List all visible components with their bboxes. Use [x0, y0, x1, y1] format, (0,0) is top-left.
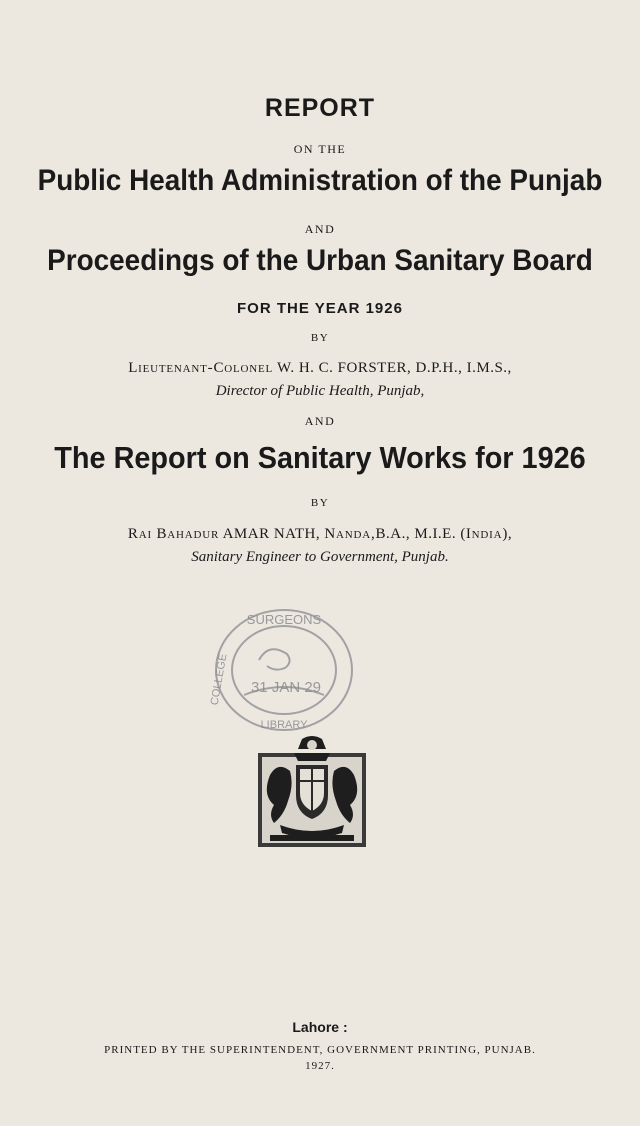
library-stamp-icon [204, 600, 364, 740]
author-1-name: W. H. C. FORSTER, D.P.H., I.M.S., [277, 360, 512, 376]
author-1-rank: Lieutenant-Colonel [128, 360, 274, 376]
stamp-side-text: COLLEGE [208, 652, 230, 707]
imprint-place: Lahore : [292, 1019, 348, 1035]
royal-coat-of-arms-icon [256, 735, 368, 847]
author-2-title: Rai Bahadur [127, 526, 220, 542]
author-1-role: Director of Public Health, Punjab, [215, 383, 425, 399]
imprint-printer: PRINTED BY THE SUPERINTENDENT, GOVERNMENT PRINTING, PUNJAB. [104, 1044, 536, 1056]
by-label-2: BY [310, 497, 330, 509]
main-title: Public Health Administration of the Punjab [37, 164, 603, 197]
year-line: FOR THE YEAR 1926 [237, 300, 403, 317]
and-label-2: AND [304, 414, 336, 428]
and-label-1: AND [304, 222, 336, 236]
by-label-1: BY [310, 332, 330, 344]
third-title: The Report on Sanitary Works for 1926 [54, 440, 586, 475]
author-2 [0, 526, 640, 543]
imprint-year: 1927. [305, 1060, 335, 1072]
stamp-date-text: 31 JAN 29 [250, 679, 322, 696]
author-2-role: Sanitary Engineer to Government, Punjab. [191, 549, 449, 565]
author-1 [0, 360, 640, 377]
secondary-title: Proceedings of the Urban Sanitary Board [47, 244, 593, 277]
author-2-name-c: B.A., M.I.E. ( [375, 526, 466, 542]
on-the-label: ON THE [293, 142, 347, 156]
author-2-end: ), [502, 526, 513, 542]
author-2-name-b: Nanda, [324, 526, 376, 542]
stamp-top-text: SURGEONS [246, 612, 322, 627]
author-2-india: India [465, 526, 503, 542]
author-2-name-a: AMAR NATH, [222, 526, 321, 542]
report-heading: REPORT [264, 94, 376, 122]
stamp-bottom-text: LIBRARY [260, 719, 308, 731]
